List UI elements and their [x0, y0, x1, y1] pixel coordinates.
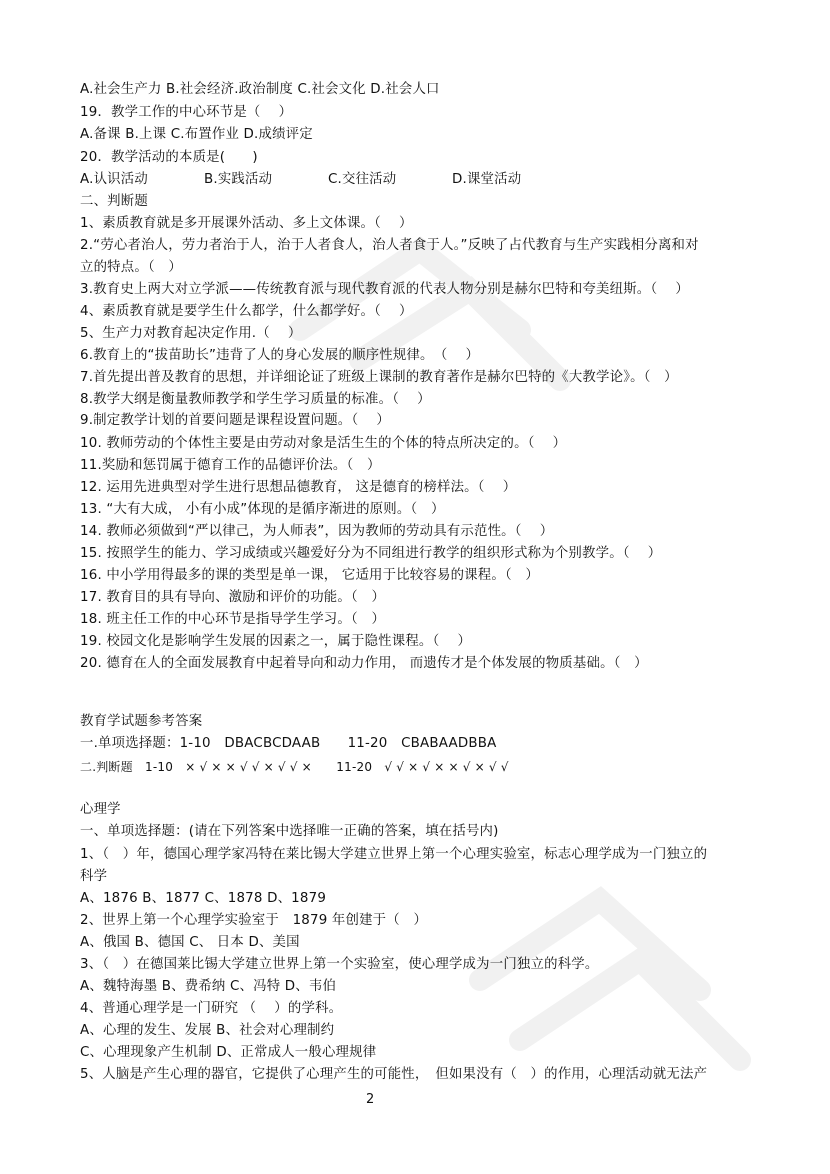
- q20-option-d: D.课堂活动: [452, 172, 522, 187]
- psych-question: 4、普通心理学是一门研究 （ ）的学科。: [80, 1001, 343, 1016]
- judgment-item: 19. 校园文化是影响学生发展的因素之一，属于隐性课程。（ ）: [80, 634, 472, 649]
- judgment-item: 13. “大有大成， 小有小成”体现的是循序渐进的原则。（ ）: [80, 502, 445, 517]
- judgment-item-continued: 立的特点。（ ）: [80, 260, 183, 275]
- judgment-item: 11.奖励和惩罚属于德育工作的品德评价法。（ ）: [80, 458, 381, 473]
- page-number: 2: [366, 1092, 375, 1107]
- section-heading-judgment: 二、判断题: [80, 194, 148, 209]
- q18-options: A.社会生产力 B.社会经济.政治制度 C.社会文化 D.社会人口: [80, 82, 440, 97]
- judgment-item: 2.“劳心者治人，劳力者治于人，治于人者食人，治人者食于人。”反映了占代教育与生产实践相分离和对: [80, 238, 699, 253]
- psychology-section-heading: 一、单项选择题：(请在下列答案中选择唯一正确的答案，填在括号内): [80, 824, 499, 839]
- judgment-item: 10. 教师劳动的个体性主要是由劳动对象是活生生的个体的特点所决定的。（ ）: [80, 436, 567, 451]
- psychology-title: 心理学: [80, 802, 121, 817]
- psych-options: A、1876 B、1877 C、1878 D、1879: [80, 891, 327, 906]
- psych-question: 3、（ ）在德国莱比锡大学建立世界上第一个实验室，使心理学成为一门独立的科学。: [80, 957, 599, 972]
- psych-question: 5、人脑是产生心理的器官，它提供了心理产生的可能性， 但如果没有（ ）的作用，心理活动就无法产: [80, 1067, 708, 1082]
- q19-question: 19．教学工作的中心环节是（ ）: [80, 105, 293, 120]
- answers-judgment: 二.判断题 1-10 × √ × × √ √ × √ √ × 11-20 √ √ × √ × × √ × √ √: [80, 760, 509, 774]
- q20-option-b: B.实践活动: [204, 172, 273, 187]
- q19-options: A.备课 B.上课 C.布置作业 D.成绩评定: [80, 127, 313, 142]
- judgment-item: 6.教育上的“拔苗助长”违背了人的身心发展的顺序性规律。 （ ）: [80, 348, 480, 363]
- psych-options: C、心理现象产生机制 D、正常成人一般心理规律: [80, 1045, 377, 1060]
- judgment-item: 15. 按照学生的能力、学习成绩或兴趣爱好分为不同组进行教学的组织形式称为个别教学。（ ）: [80, 546, 662, 561]
- q20-options: [80, 171, 521, 189]
- answers-title: 教育学试题参考答案: [80, 714, 203, 729]
- judgment-item: 5、生产力对教育起决定作用.（ ）: [80, 326, 302, 341]
- psych-options: A、魏特海墨 B、费希纳 C、冯特 D、韦伯: [80, 979, 337, 994]
- psych-question: 1、（ ）年，德国心理学家冯特在莱比锡大学建立世界上第一个心理实验室，标志心理学成为一门独立的: [80, 847, 708, 862]
- judgment-item: 20. 德育在人的全面发展教育中起着导向和动力作用， 而遗传才是个体发展的物质基础。（ ）: [80, 656, 648, 671]
- judgment-item: 17. 教育目的具有导向、激励和评价的功能。（ ）: [80, 590, 386, 605]
- psych-options: A、心理的发生、发展 B、社会对心理制约: [80, 1023, 335, 1038]
- judgment-item: 8.教学大纲是衡量教师教学和学生学习质量的标准。（ ）: [80, 392, 431, 407]
- judgment-item: 12. 运用先进典型对学生进行思想品德教育， 这是德育的榜样法。（ ）: [80, 480, 517, 495]
- q20-question: 20．教学活动的本质是( ): [80, 150, 258, 165]
- judgment-item: 16. 中小学用得最多的课的类型是单一课， 它适用于比较容易的课程。（ ）: [80, 568, 540, 583]
- judgment-item: 3.教育史上两大对立学派——传统教育派与现代教育派的代表人物分别是赫尔巴特和夸美纽斯。（ ）: [80, 282, 689, 297]
- judgment-item: 14. 教师必须做到“严以律己，为人师表”，因为教师的劳动具有示范性。（ ）: [80, 524, 554, 539]
- psych-question-continued: 科学: [80, 869, 108, 884]
- answers-single-choice: 一.单项选择题：1-10 DBACBCDAAB 11-20 CBABAADBBA: [80, 736, 497, 751]
- judgment-item: 18. 班主任工作的中心环节是指导学生学习。（ ）: [80, 612, 386, 627]
- judgment-item: 4、素质教育就是要学生什么都学，什么都学好。（ ）: [80, 304, 413, 319]
- judgment-item: 9.制定教学计划的首要问题是课程设置问题。（ ）: [80, 413, 390, 428]
- q20-option-a: A.认识活动: [80, 172, 148, 187]
- judgment-item: 7.首先提出普及教育的思想，并详细论证了班级上课制的教育著作是赫尔巴特的《大教学论》。（ ）: [80, 370, 678, 385]
- psych-options: A、俄国 B、德国 C、 日本 D、美国: [80, 935, 300, 950]
- psych-question: 2、世界上第一个心理学实验室于 1879 年创建于（ ）: [80, 913, 428, 928]
- judgment-item: 1、素质教育就是多开展课外活动、多上文体课。（ ）: [80, 216, 413, 231]
- q20-option-c: C.交往活动: [328, 172, 397, 187]
